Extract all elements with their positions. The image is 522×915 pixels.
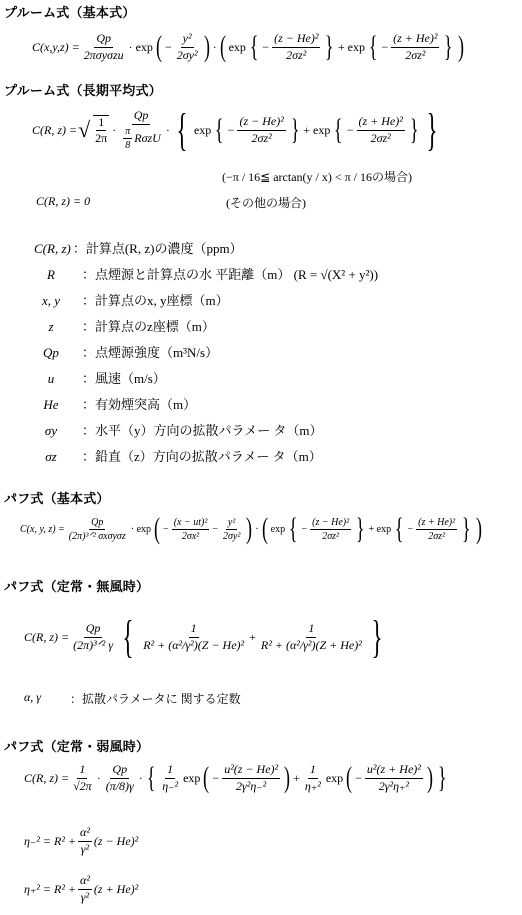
numerator: (x − ut)²: [173, 516, 208, 528]
numerator: 1: [77, 763, 87, 778]
brace-open: {: [368, 30, 378, 63]
minus-sign: −: [355, 770, 362, 785]
lhs: C(x,y,z) =: [32, 39, 80, 54]
definition-symbol: u: [47, 371, 55, 386]
brace-close: }: [290, 113, 300, 146]
exp1-fraction: [175, 32, 200, 61]
plus-exp: + exp: [337, 39, 365, 54]
denominator: (2π)³ᐟ² σxσyσz: [68, 530, 126, 542]
numerator: (z + He)²: [357, 115, 405, 130]
brace-close: }: [409, 113, 419, 146]
brace-open: {: [176, 104, 188, 155]
equation-eta-minus: [24, 818, 138, 864]
definition-row: [20, 342, 218, 361]
minus-sign: −: [346, 122, 354, 137]
denominator: R² + (α²/γ²)(Z + He)²: [260, 637, 362, 652]
numerator: 1: [165, 763, 175, 778]
brace-close: }: [426, 104, 438, 155]
t3-fraction: [310, 517, 351, 542]
c1-fraction: [71, 763, 94, 792]
brace-open: {: [215, 113, 224, 146]
denominator: 2σz²: [405, 47, 426, 62]
paren-open: (: [261, 512, 268, 545]
paren-close: ): [203, 30, 210, 63]
exp-label: · exp: [128, 39, 153, 54]
numerator: u²(z − He)²: [222, 763, 280, 778]
denominator: 2σz²: [322, 530, 340, 542]
coef-fraction: [71, 622, 115, 651]
heading-plume-long: プルーム式（長期平均式）: [4, 83, 162, 98]
exp-a-fraction: [237, 115, 285, 144]
definition-text: ：計算点のx, y座標（m）: [82, 293, 229, 308]
b-exp-fraction: [365, 763, 423, 792]
sqrt-sign: √: [78, 117, 91, 142]
denominator: (π/8)γ: [105, 778, 134, 793]
paren-close: ): [246, 512, 253, 545]
definition-symbol: z: [48, 319, 54, 334]
paren-open: (: [154, 512, 161, 545]
denominator: (2π)³ᐟ² γ: [73, 637, 114, 652]
numerator: 1: [308, 763, 318, 778]
tail: (z − He)²: [93, 833, 139, 848]
lhs: η₋² = R² +: [24, 833, 77, 848]
definition-row: [20, 394, 196, 413]
numerator: 1: [189, 622, 199, 637]
definition-symbol: C(R, z): [34, 241, 71, 256]
denominator: γ²: [80, 841, 90, 856]
exp-label: exp: [228, 39, 246, 54]
definition-text: ：有効煙突高（m）: [82, 397, 197, 412]
equation-eta-plus: [24, 866, 138, 912]
definition-row: [20, 446, 322, 465]
numerator: α²: [78, 874, 92, 889]
brace-open: {: [395, 512, 404, 545]
tail: (z + He)²: [93, 881, 139, 896]
zero-condition: (その他の場合): [226, 196, 306, 210]
numerator: 1: [96, 116, 106, 131]
denominator: η₋²: [162, 778, 179, 793]
brace-open: {: [334, 113, 343, 146]
definition-row: [20, 368, 166, 387]
f1-fraction: [141, 622, 246, 651]
paren-open: (: [203, 761, 210, 794]
a-exp-fraction: [222, 763, 280, 792]
numerator: u²(z + He)²: [365, 763, 423, 778]
numerator: 1: [306, 622, 316, 637]
eight: 8: [125, 139, 131, 151]
equation-puff-basic: [20, 506, 484, 552]
numerator: (z − He)²: [312, 516, 350, 528]
condition-text: (−π / 16≦ arctan(y / x) < π / 16の場合): [222, 170, 413, 184]
a-fraction: [160, 763, 180, 792]
t4-fraction: [416, 517, 457, 542]
exp2-fraction: [272, 32, 320, 61]
denominator: R² + (α²/γ²)(Z − He)²: [143, 637, 245, 652]
minus-sign: −: [212, 770, 220, 785]
paren-open: (: [155, 30, 162, 63]
numerator: y²: [181, 32, 194, 47]
brace-close: }: [444, 30, 454, 63]
exp-label: · exp: [130, 523, 152, 535]
minus-sign: −: [227, 122, 235, 137]
definition-row: [20, 290, 229, 309]
minus-sign: −: [262, 39, 270, 54]
definition-symbol: σz: [45, 449, 57, 464]
minus-sign: −: [381, 39, 389, 54]
definition-text: ：計算点のz座標（m）: [82, 319, 215, 334]
denominator: 2πσyσzu: [83, 47, 124, 62]
brace-close: }: [371, 611, 383, 662]
denominator: 2γ²η₊²: [378, 778, 409, 793]
paren-close: ): [475, 512, 482, 545]
definition-text: ：計算点(R, z)の濃度（ppm）: [72, 241, 243, 256]
definition-row: [20, 420, 322, 439]
denominator: 2γ²η₋²: [236, 778, 267, 793]
param-symbol: α, γ: [24, 690, 42, 704]
f2-fraction: [259, 622, 364, 651]
numerator: (z − He)²: [272, 32, 320, 47]
minus-sign: −: [164, 39, 172, 54]
paren-close: ): [426, 761, 433, 794]
numerator: Qp: [110, 763, 129, 778]
paren-close: ): [284, 761, 291, 794]
zero-equation: C(R, z) = 0: [36, 194, 91, 208]
exp-label: exp: [270, 523, 286, 535]
denominator: 2σz²: [286, 47, 307, 62]
definition-row: [34, 238, 243, 257]
definition-symbol: Qp: [43, 345, 59, 360]
exp3-fraction: [391, 32, 439, 61]
definition-text: ：点煙源強度（m³N/s）: [82, 345, 219, 360]
denominator: 2σy²: [176, 47, 198, 62]
definition-symbol: He: [43, 397, 59, 412]
heading-puff-basic: パフ式（基本式）: [4, 491, 110, 506]
definition-row: [20, 316, 215, 335]
sqrt-fraction: [93, 115, 109, 145]
definition-symbol: σy: [44, 423, 58, 438]
denominator: 2σz²: [370, 130, 391, 145]
lhs: C(R, z) =: [24, 770, 70, 785]
dot-sign: ·: [96, 770, 101, 785]
brace-close: }: [325, 30, 334, 63]
denominator: 2σz²: [251, 130, 272, 145]
minus-sign: −: [407, 523, 414, 535]
dot-sign: ·: [212, 39, 217, 54]
definition-text: ：風速（m/s）: [82, 371, 166, 386]
t1-fraction: [172, 517, 210, 542]
minus-sign: −: [301, 523, 308, 535]
denominator: 2σx²: [181, 530, 200, 542]
dot-sign: ·: [112, 122, 117, 137]
den-tail: RσzU: [134, 130, 161, 145]
lhs: η₊² = R² +: [24, 881, 77, 896]
brace-close: }: [356, 512, 365, 545]
brace-open: {: [146, 761, 156, 794]
paren-open: (: [346, 761, 353, 794]
definition-symbol: x, y: [41, 293, 61, 308]
coef-fraction: [82, 32, 126, 61]
exp-b-fraction: [357, 115, 405, 144]
brace-open: {: [122, 611, 134, 662]
param-description: ：拡散パラメータに 関する定数: [70, 692, 241, 706]
equation-plume-long: [32, 98, 443, 162]
equation-plume-basic: [32, 22, 466, 72]
brace-close: }: [462, 512, 471, 545]
t2-fraction: [221, 517, 242, 542]
minus-sign: −: [212, 523, 218, 535]
plus-sign: +: [293, 770, 300, 785]
b-fraction: [303, 763, 323, 792]
exp-label: exp: [325, 770, 344, 785]
denominator: 2π: [95, 131, 108, 145]
minus-sign: −: [163, 523, 169, 535]
lhs: C(R, z) =: [24, 629, 70, 644]
plus-exp: + exp: [368, 523, 392, 535]
dot-sign: ·: [138, 770, 143, 785]
denominator: 2σy²: [222, 530, 241, 542]
numerator: Qp: [84, 622, 103, 637]
definition-text: ：点煙源と計算点の水 平距離（m） (R = √(X² + y²)): [82, 267, 379, 282]
plus-sign: +: [249, 629, 256, 644]
denominator: [119, 125, 163, 151]
lhs: C(R, z) =: [32, 122, 78, 137]
numerator: Qp: [132, 109, 151, 124]
definition-row: [20, 264, 378, 283]
pi: π: [125, 125, 131, 137]
denominator: √2π: [73, 778, 92, 793]
heading-puff-weak: パフ式（定常・弱風時）: [4, 739, 150, 754]
numerator: (z − He)²: [237, 115, 285, 130]
denominator: γ²: [80, 889, 90, 904]
dot-sign: ·: [165, 122, 170, 137]
brace-close: }: [437, 761, 447, 794]
numerator: Qp: [94, 32, 113, 47]
definition-symbol: R: [47, 267, 55, 282]
paren-open: (: [219, 30, 226, 63]
alpha-gamma-fraction: [78, 874, 92, 903]
c2-fraction: [104, 763, 136, 792]
numerator: y²: [227, 516, 236, 528]
coef-fraction: [119, 109, 163, 150]
paren-close: ): [457, 30, 464, 63]
exp-label: exp: [183, 770, 201, 785]
denominator: 2σz²: [428, 530, 446, 542]
coef-fraction: [67, 517, 128, 542]
numerator: α²: [78, 826, 92, 841]
definition-text: ：水平（y）方向の拡散パラメー タ（m）: [82, 423, 323, 438]
heading-puff-calm: パフ式（定常・無風時）: [4, 579, 150, 594]
numerator: (z + He)²: [418, 516, 456, 528]
plus-exp: + exp: [303, 122, 331, 137]
brace-open: {: [289, 512, 298, 545]
equation-puff-weak: [24, 752, 449, 804]
brace-open: {: [249, 30, 259, 63]
alpha-gamma-fraction: [78, 826, 92, 855]
lhs: C(x, y, z) =: [20, 523, 65, 535]
numerator: Qp: [91, 516, 104, 528]
equation-puff-calm: [24, 596, 388, 678]
denominator: η₊²: [304, 778, 321, 793]
exp-label: exp: [193, 122, 212, 137]
definition-text: ：鉛直（z）方向の拡散パラメー タ（m）: [82, 449, 322, 464]
numerator: (z + He)²: [391, 32, 439, 47]
dot-sign: ·: [255, 523, 259, 535]
heading-plume-basic: プルーム式（基本式）: [4, 5, 136, 20]
